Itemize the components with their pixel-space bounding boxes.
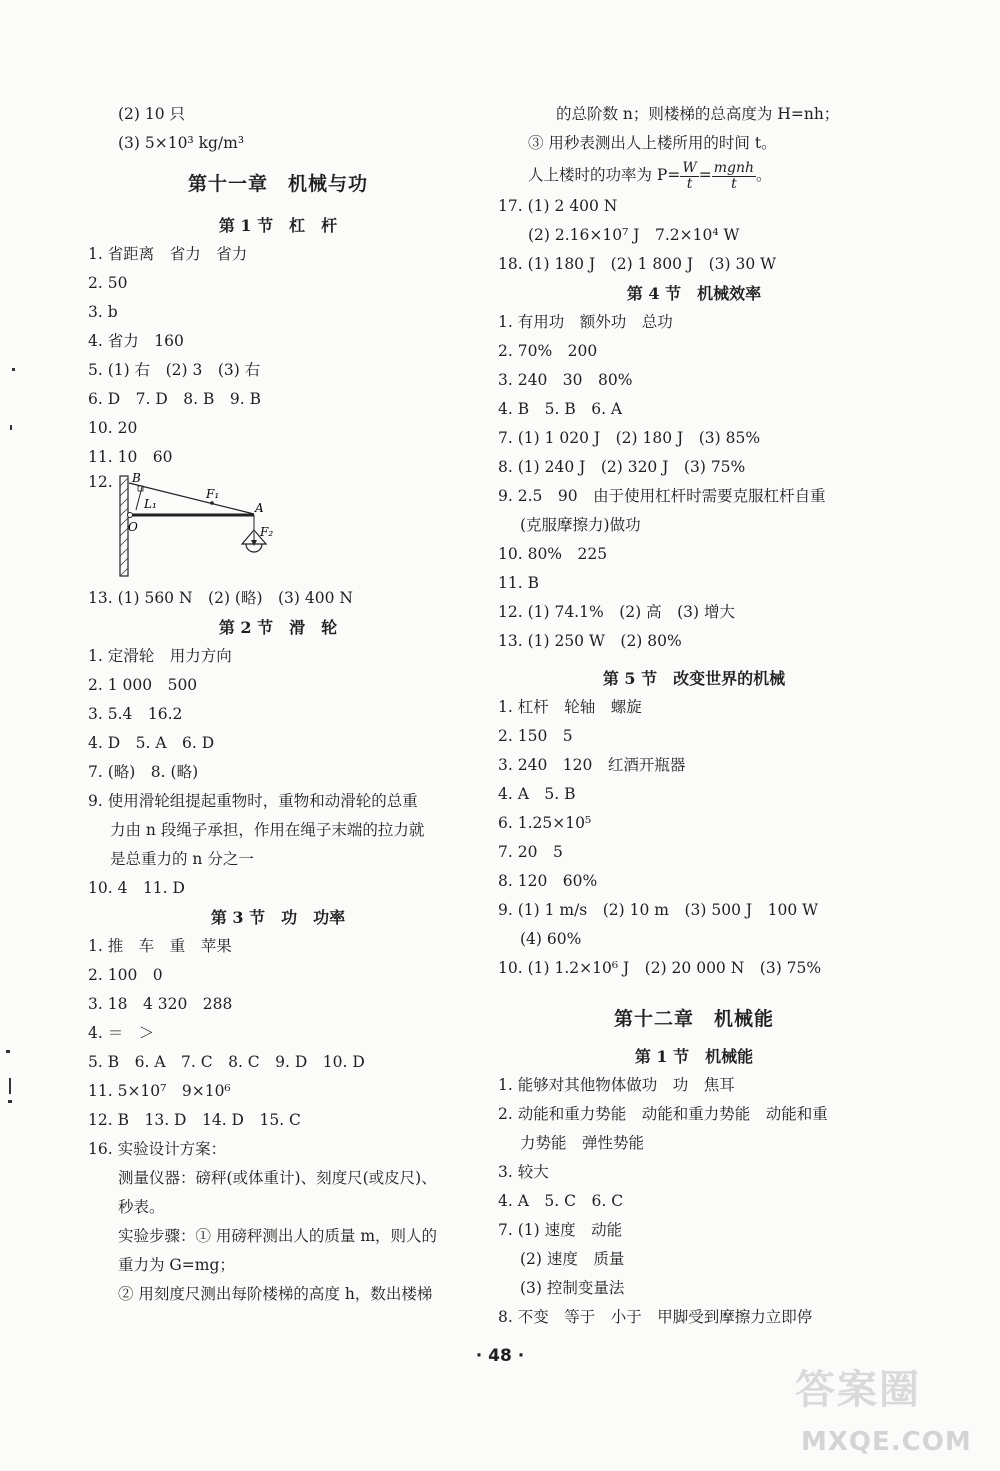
answer-line: 4. A 5. B: [498, 785, 576, 803]
answer-line: 重力为 G=mg；: [118, 1256, 235, 1274]
answer-line: 的总阶数 n；则楼梯的总高度为 H=nh；: [556, 105, 840, 123]
answer-line: (3) 5×10³ kg/m³: [118, 134, 245, 152]
answer-line: 11. 10 60: [88, 448, 173, 466]
answer-line: 12. B 13. D 14. D 15. C: [88, 1111, 301, 1129]
answer-line: 8. 120 60%: [498, 872, 598, 890]
right-column: [498, 100, 890, 1332]
answer-line: 实验步骤：① 用磅秤测出人的质量 m，则人的: [118, 1227, 438, 1245]
chapter-title: 第十二章 机械能: [613, 1008, 774, 1030]
answer-line: (2) 2.16×10⁷ J 7.2×10⁴ W: [528, 226, 740, 244]
margin-mark: [9, 1078, 11, 1094]
label-a: A: [255, 501, 264, 515]
pivot-o: [128, 513, 133, 518]
fraction-mgnh-over-t: [712, 161, 756, 192]
answer-line: 16. 实验设计方案：: [88, 1140, 227, 1158]
fraction-denominator: t: [686, 175, 693, 192]
fraction-numerator: mgnh: [713, 159, 755, 176]
answer-line: 1. 有用功 额外功 总功: [498, 313, 673, 331]
answer-line: 9. (1) 1 m/s (2) 10 m (3) 500 J 100 W: [498, 901, 819, 919]
formula-end: 。: [756, 166, 772, 184]
power-formula: [498, 158, 890, 192]
section-title: 第 1 节 机械能: [634, 1047, 754, 1066]
answer-line: 9. 使用滑轮组提起重物时，重物和动滑轮的总重: [88, 792, 418, 810]
answer-line: 2. 50: [88, 274, 128, 292]
lever-figure-row: [88, 472, 468, 584]
answer-line: 2. 70% 200: [498, 342, 598, 360]
answer-line: 4. A 5. C 6. C: [498, 1192, 624, 1210]
answer-line: 1. 省距离 省力 省力: [88, 245, 248, 263]
section-title: 第 1 节 杠 杆: [218, 216, 338, 235]
answer-line: 3. 18 4 320 288: [88, 995, 233, 1013]
answer-line: 6. D 7. D 8. B 9. B: [88, 390, 261, 408]
margin-mark: [6, 1050, 10, 1053]
lever-diagram: [114, 472, 304, 582]
answer-line: 1. 杠杆 轮轴 螺旋: [498, 698, 642, 716]
answer-line: 2. 动能和重力势能 动能和重力势能 动能和重: [498, 1105, 828, 1123]
fraction-w-over-t: [680, 161, 698, 192]
answer-line: 7. 20 5: [498, 843, 563, 861]
section-title: 第 4 节 机械效率: [626, 284, 762, 303]
left-column: [88, 100, 468, 1309]
label-b: B: [132, 472, 141, 485]
answer-line: 10. 4 11. D: [88, 879, 185, 897]
answer-line: (4) 60%: [520, 930, 582, 948]
margin-mark: [8, 1100, 12, 1103]
answer-line: 3. 较大: [498, 1163, 549, 1181]
answer-line: (克服摩擦力)做功: [520, 516, 641, 534]
fraction-denominator: t: [731, 175, 737, 192]
answer-number: 12.: [88, 473, 113, 491]
force-point: [210, 501, 214, 505]
watermark: [795, 1367, 985, 1466]
answer-line: 13. (1) 250 W (2) 80%: [498, 632, 682, 650]
answer-line: 1. 推 车 重 苹果: [88, 937, 232, 955]
answer-line: (3) 控制变量法: [520, 1279, 625, 1297]
answer-line: 10. 80% 225: [498, 545, 608, 563]
answer-line: 3. b: [88, 303, 118, 321]
label-f2: F₂: [260, 525, 274, 539]
margin-mark: [10, 425, 12, 430]
page-number: · 48 ·: [475, 1346, 525, 1366]
wall-hatch: [120, 478, 128, 576]
answer-line: 3. 240 120 红酒开瓶器: [498, 756, 686, 774]
answer-line: 力势能 弹性势能: [520, 1134, 645, 1152]
formula-lead: 人上楼时的功率为 P=: [528, 166, 681, 184]
fraction-numerator: W: [682, 159, 697, 176]
wall: [120, 476, 128, 576]
answer-line: 秒表。: [118, 1198, 165, 1216]
answer-line: 7. (1) 1 020 J (2) 180 J (3) 85%: [498, 429, 761, 447]
answer-line: 2. 100 0: [88, 966, 163, 984]
answer-line: (2) 10 只: [118, 105, 186, 123]
answer-line: 3. 240 30 80%: [498, 371, 633, 389]
answer-line: 9. 2.5 90 由于使用杠杆时需要克服杠杆自重: [498, 487, 826, 505]
answer-line: 8. (1) 240 J (2) 320 J (3) 75%: [498, 458, 746, 476]
arrowhead: [251, 540, 257, 546]
answer-line: ② 用刻度尺测出每阶楼梯的高度 h，数出楼梯: [118, 1285, 433, 1303]
answer-line: 17. (1) 2 400 N: [498, 197, 618, 215]
answer-line: 4. D 5. A 6. D: [88, 734, 215, 752]
answer-line: 4. B 5. B 6. A: [498, 400, 623, 418]
section-title: 第 5 节 改变世界的机械: [602, 669, 786, 688]
answer-line: 4. 省力 160: [88, 332, 184, 350]
answer-line: 7. (略) 8. (略): [88, 763, 199, 781]
answer-line: 4. ＝ ＞: [88, 1024, 155, 1042]
answer-line: 2. 150 5: [498, 727, 573, 745]
label-f1: F₁: [206, 487, 220, 501]
answer-line: 6. 1.25×10⁵: [498, 814, 592, 832]
answer-line: (2) 速度 质量: [520, 1250, 625, 1268]
answer-line: 10. 20: [88, 419, 138, 437]
section-title: 第 2 节 滑 轮: [218, 618, 338, 637]
answer-line: 12. (1) 74.1% (2) 高 (3) 增大: [498, 603, 735, 621]
answer-line: 5. (1) 右 (2) 3 (3) 右: [88, 361, 261, 379]
answer-line: 1. 能够对其他物体做功 功 焦耳: [498, 1076, 735, 1094]
answer-line: 7. (1) 速度 动能: [498, 1221, 623, 1239]
answer-line: 18. (1) 180 J (2) 1 800 J (3) 30 W: [498, 255, 777, 273]
label-l1: L₁: [144, 497, 157, 511]
formula-equals: =: [698, 166, 712, 184]
answer-line: 2. 1 000 500: [88, 676, 198, 694]
answer-line: 3. 5.4 16.2: [88, 705, 183, 723]
chapter-title: 第十一章 机械与功: [187, 173, 368, 195]
answer-line: ③ 用秒表测出人上楼所用的时间 t。: [528, 134, 777, 152]
answer-line: 测量仪器：磅秤(或体重计)、刻度尺(或皮尺)、: [118, 1169, 437, 1187]
arm-l1: [136, 487, 142, 510]
answer-line: 1. 定滑轮 用力方向: [88, 647, 232, 665]
answer-line: 是总重力的 n 分之一: [110, 850, 254, 868]
section-title: 第 3 节 功 功率: [210, 908, 346, 927]
answer-line: 8. 不变 等于 小于 甲脚受到摩擦力立即停: [498, 1308, 813, 1326]
answer-line: 5. B 6. A 7. C 8. C 9. D 10. D: [88, 1053, 365, 1071]
margin-mark: [12, 368, 15, 371]
watermark-logo: 答案圈: [795, 1367, 921, 1413]
answer-line: 10. (1) 1.2×10⁶ J (2) 20 000 N (3) 75%: [498, 959, 822, 977]
answer-line: 11. B: [498, 574, 539, 592]
answer-line: 11. 5×10⁷ 9×10⁶: [88, 1082, 231, 1100]
watermark-url: MXQE.COM: [801, 1427, 972, 1457]
label-o: O: [128, 520, 138, 534]
answer-line: 13. (1) 560 N (2) (略) (3) 400 N: [88, 589, 353, 607]
answer-line: 力由 n 段绳子承担，作用在绳子末端的拉力就: [110, 821, 425, 839]
